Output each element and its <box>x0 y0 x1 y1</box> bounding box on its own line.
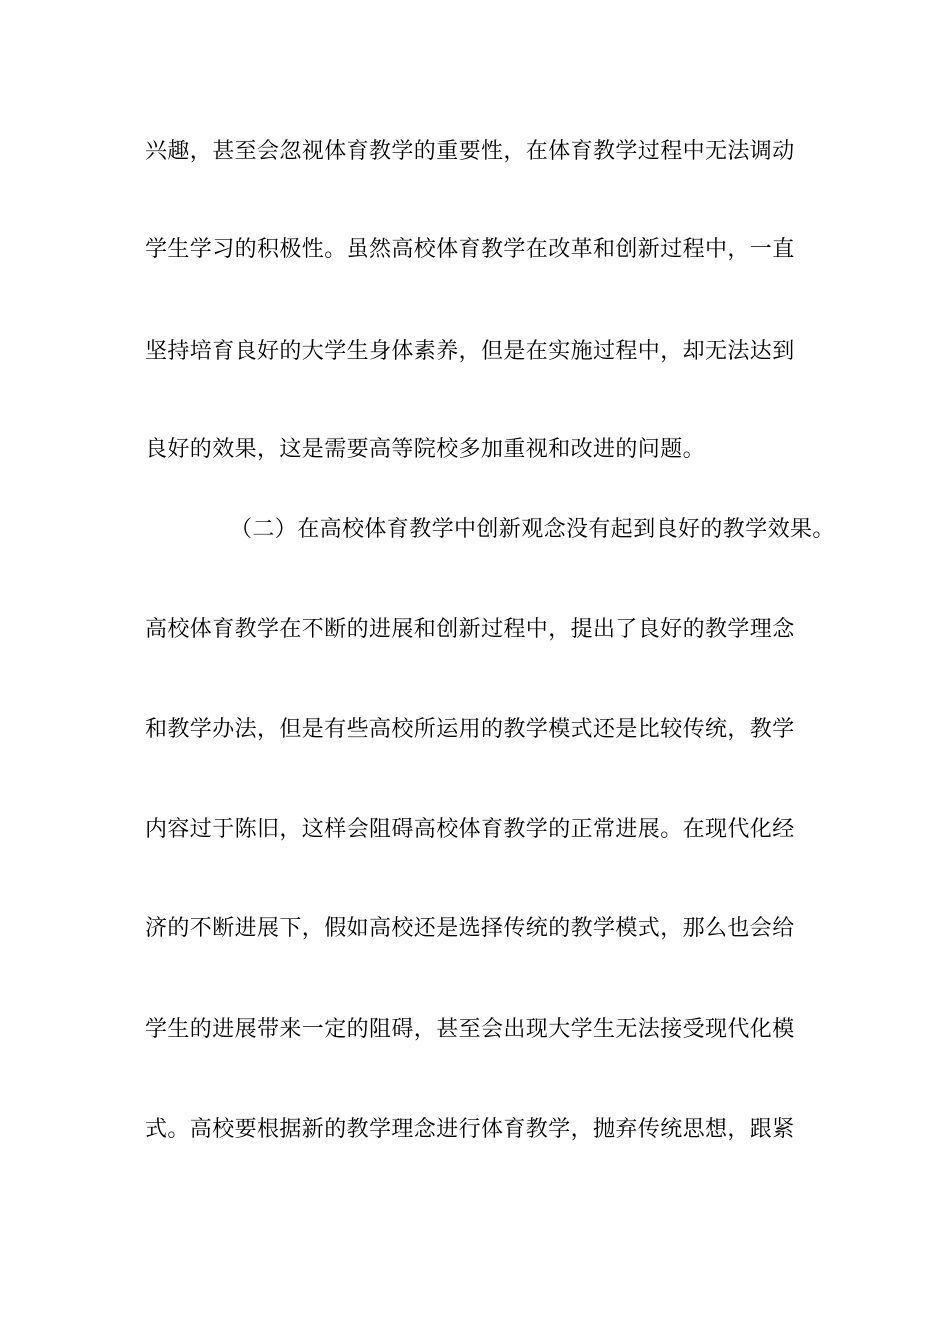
paragraph-line: 高校体育教学在不断的进展和创新过程中，提出了良好的教学理念 <box>145 617 795 642</box>
paragraph-line: 良好的效果，这是需要高等院校多加重视和改进的问题。 <box>145 437 706 462</box>
paragraph-line: 式。高校要根据新的教学理念进行体育教学，抛弃传统思想，跟紧 <box>145 1117 795 1142</box>
paragraph-line: 学生学习的积极性。虽然高校体育教学在改革和创新过程中，一直 <box>145 237 795 262</box>
paragraph-line: 兴趣，甚至会忽视体育教学的重要性，在体育教学过程中无法调动 <box>145 139 795 164</box>
section-heading: （二）在高校体育教学中创新观念没有起到良好的教学效果。 <box>230 517 835 542</box>
paragraph-line: 坚持培育良好的大学生身体素养，但是在实施过程中，却无法达到 <box>145 339 795 364</box>
paragraph-line: 内容过于陈旧，这样会阻碍高校体育教学的正常进展。在现代化经 <box>145 817 795 842</box>
paragraph-line: 济的不断进展下，假如高校还是选择传统的教学模式，那么也会给 <box>145 916 795 941</box>
paragraph-line: 和教学办法，但是有些高校所运用的教学模式还是比较传统，教学 <box>145 717 795 742</box>
paragraph-line: 学生的进展带来一定的阻碍，甚至会出现大学生无法接受现代化模 <box>145 1017 795 1042</box>
